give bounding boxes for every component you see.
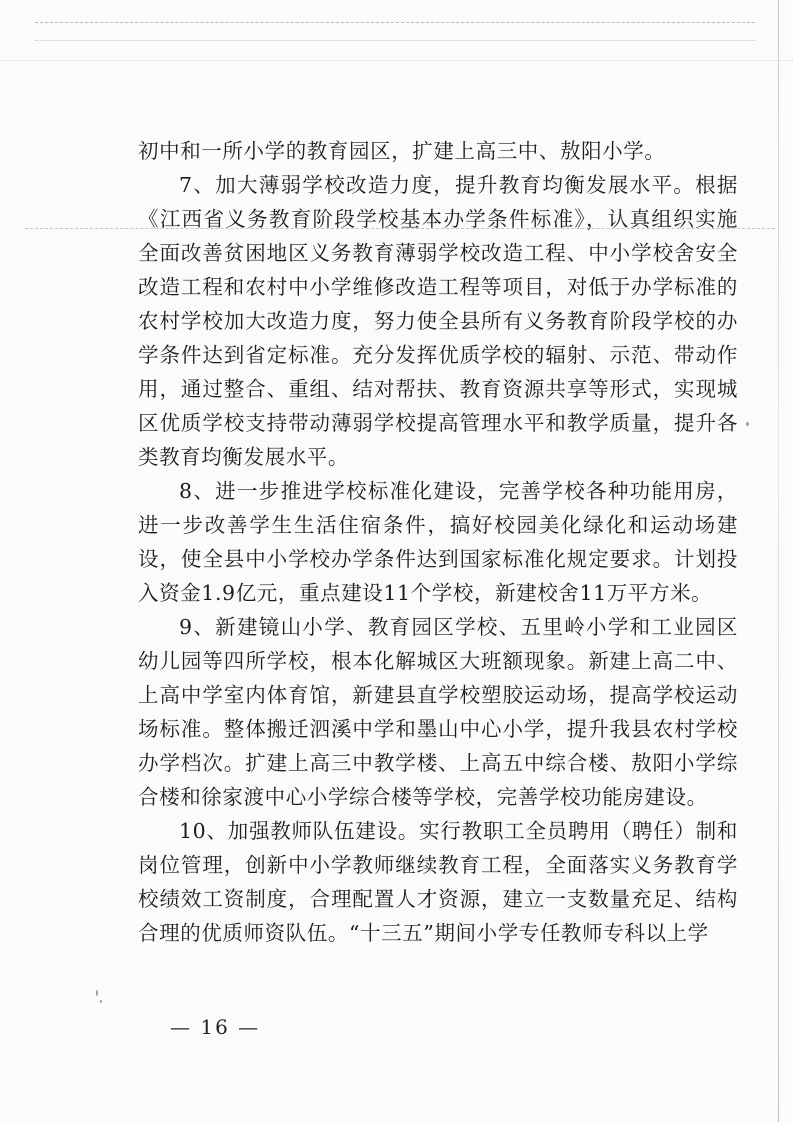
scan-speck	[746, 422, 749, 426]
document-body	[138, 134, 738, 950]
scan-speck	[96, 990, 98, 996]
paragraph-item-7: 7、加大薄弱学校改造力度，提升教育均衡发展水平。根据《江西省义务教育阶段学校基本办学条件标准》，认真组织实施全面改善贫困地区义务教育薄弱学校改造工程、中小学校舍安全改造工程和农村中小学维修改造工程等项目，对低于办学标准的农村学校加大改造力度，努力使全县所有义务教育阶段学校的办学条件达到省定标准。充分发挥优质学校的辐射、示范、带动作用，通过整合、重组、结对帮扶、教育资源共享等形式，实现城区优质学校支持带动薄弱学校提高管理水平和教学质量，提升各类教育均衡发展水平。	[138, 173, 738, 469]
scan-artifact-line	[0, 60, 793, 61]
page-edge-shadow	[778, 0, 779, 1122]
paragraph-item-9: 9、新建镜山小学、教育园区学校、五里岭小学和工业园区幼儿园等四所学校，根本化解城区大班额现象。新建上高二中、上高中学室内体育馆，新建县直学校塑胶运动场，提高学校运动场标准。整体搬迁泗溪中学和墨山中心小学，提升我县农村学校办学档次。扩建上高三中教学楼、上高五中综合楼、敖阳小学综合楼和徐家渡中心小学综合楼等学校，完善学校功能房建设。	[138, 615, 738, 809]
page-number: — 16 —	[170, 1015, 261, 1039]
paragraph-item-10: 10、加强教师队伍建设。实行教职工全员聘用（聘任）制和岗位管理，创新中小学教师继续教育工程，全面落实义务教育学校绩效工资制度，合理配置人才资源，建立一支数量充足、结构合理的优质师资队伍。“十三五”期间小学专任教师专科以上学	[138, 819, 738, 945]
scan-artifact-line	[35, 40, 755, 41]
scan-speck	[100, 1000, 102, 1003]
paragraph-item-8: 8、进一步推进学校标准化建设，完善学校各种功能用房，进一步改善学生生活住宿条件，搞好校园美化绿化和运动场建设，使全县中小学校办学条件达到国家标准化规定要求。计划投入资金1.9亿元，重点建设11个学校，新建校舍11万平方米。	[138, 479, 738, 605]
paragraph-continuation: 初中和一所小学的教育园区，扩建上高三中、敖阳小学。	[138, 139, 666, 163]
scan-artifact-line	[35, 22, 755, 23]
